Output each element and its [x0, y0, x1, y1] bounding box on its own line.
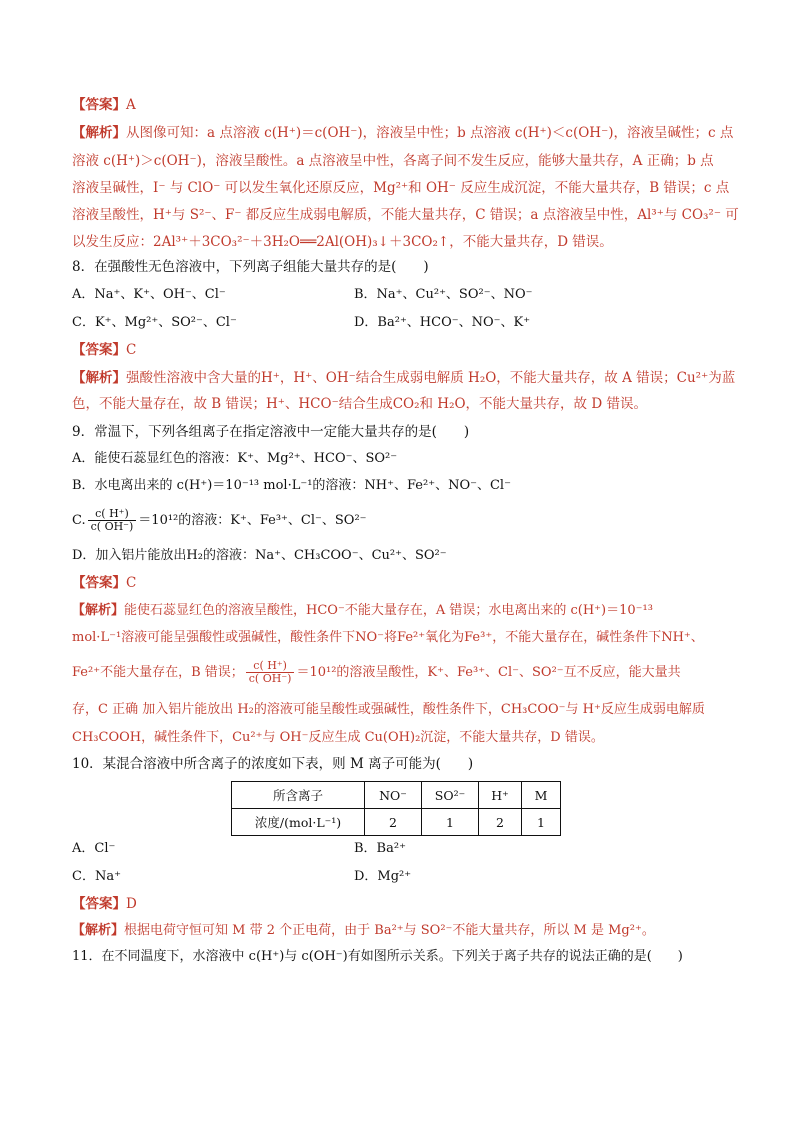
- q8-answer: [72, 339, 726, 361]
- answer-tag: 【答案】: [72, 575, 126, 591]
- table-cell: 1: [522, 809, 561, 836]
- table-row: [232, 809, 561, 836]
- q7-analysis-line-2: 溶液 c(H⁺)＞c(OH⁻)，溶液呈酸性。a 点溶液呈中性，各离子间不发生反应，能够大量共存，A 正确；b 点: [72, 153, 714, 169]
- option-b: B．Na⁺、Cu²⁺、SO²⁻、NO⁻: [354, 287, 533, 302]
- option-d: D．Mg²⁺: [354, 869, 412, 884]
- option-c-text: ＝10¹²的溶液：K⁺、Fe³⁺、Cl⁻、SO²⁻: [138, 513, 367, 528]
- answer-value: A: [126, 97, 136, 113]
- analysis-text: 从图像可知：a 点溶液 c(H⁺)＝c(OH⁻)，溶液呈中性；b 点溶液 c(H⁺)＜c(OH⁻)，溶液呈碱性；c 点: [126, 125, 734, 141]
- analysis-text: 根据电荷守恒可知 M 带 2 个正电荷，由于 Ba²⁺与 SO²⁻不能大量共存，所以 M 是 Mg²⁺。: [124, 923, 655, 938]
- option-a: A．Cl⁻: [72, 841, 116, 856]
- fraction-denominator: c( OH⁻): [248, 672, 292, 685]
- answer-tag: 【答案】: [72, 342, 126, 358]
- q11-stem: 11．在不同温度下，水溶液中 c(H⁺)与 c(OH⁻)有如图所示关系。下列关于离子共存的说法正确的是( ): [72, 949, 683, 964]
- analysis-tag: 【解析】: [72, 923, 125, 938]
- q10-analysis: [72, 920, 726, 942]
- table-header-cell: 所含离子: [232, 782, 365, 809]
- analysis-tag: 【解析】: [72, 603, 125, 618]
- analysis-tag: 【解析】: [72, 370, 126, 386]
- answer-tag: 【答案】: [72, 896, 126, 912]
- q9-analysis-line-3: [72, 656, 726, 690]
- analysis-text: Fe²⁺不能大量存在，B 错误；: [72, 665, 244, 680]
- fraction-denominator: c( OH⁻): [90, 520, 134, 533]
- q9-analysis-line-1: [72, 600, 726, 622]
- q9-analysis-line-2: mol·L⁻¹溶液可能呈强酸性或强碱性，酸性条件下NO⁻将Fe²⁺氧化为Fe³⁺，不能大量存在，碱性条件下NH⁺、: [72, 630, 704, 645]
- q9-stem: 9．常温下，下列各组离子在指定溶液中一定能大量共存的是( ): [72, 424, 470, 440]
- table-header-row: [232, 782, 561, 809]
- answer-value: C: [126, 575, 137, 591]
- q8-analysis-line-1: [72, 367, 736, 389]
- q10-stem: 10．某混合溶液中所含离子的浓度如下表，则 M 离子可能为( ): [72, 756, 474, 772]
- option-b: B．Ba²⁺: [354, 841, 406, 856]
- analysis-text: 能使石蕊显红色的溶液呈酸性，HCO⁻不能大量存在，A 错误；水电离出来的 c(H⁺)＝10⁻¹³: [124, 603, 653, 618]
- q9-analysis-line-5: CH₃COOH，碱性条件下，Cu²⁺与 OH⁻反应生成 Cu(OH)₂沉淀，不能大量共存，D 错误。: [72, 730, 604, 745]
- q9-answer: [72, 572, 726, 594]
- q9-option-a: A．能使石蕊显红色的溶液：K⁺、Mg²⁺、HCO⁻、SO²⁻: [72, 451, 398, 466]
- q9-analysis-line-4: 存，C 正确 加入铝片能放出 H₂的溶液可能呈酸性或强碱性，酸性条件下，CH₃COO⁻与 H⁺反应生成弱电解质: [72, 702, 705, 717]
- table-header-cell: SO²⁻: [422, 782, 479, 809]
- table-cell: 1: [422, 809, 479, 836]
- table-header-cell: NO⁻: [365, 782, 422, 809]
- q9-option-c: [72, 504, 726, 538]
- q8-analysis-line-2: 色，不能大量存在，故 B 错误；H⁺、HCO⁻结合生成CO₂和 H₂O，不能大量共存，故 D 错误。: [72, 396, 647, 412]
- table-header-cell: M: [522, 782, 561, 809]
- ratio-fraction: [246, 660, 295, 685]
- ratio-fraction: [88, 508, 137, 533]
- q9-option-d: D．加入铝片能放出H₂的溶液：Na⁺、CH₃COO⁻、Cu²⁺、SO²⁻: [72, 548, 447, 563]
- table-cell: 2: [479, 809, 522, 836]
- q8-stem: 8．在强酸性无色溶液中，下列离子组能大量共存的是( ): [72, 259, 429, 275]
- answer-value: D: [126, 896, 137, 912]
- analysis-text: 强酸性溶液中含大量的H⁺，H⁺、OH⁻结合生成弱电解质 H₂O，不能大量共存，故 A 错误；Cu²⁺为蓝: [126, 370, 736, 386]
- fraction-numerator: c( H⁺): [246, 660, 295, 673]
- option-d: D．Ba²⁺、HCO⁻、NO⁻、K⁺: [354, 315, 531, 330]
- fraction-numerator: c( H⁺): [88, 508, 137, 521]
- q7-analysis-line-1: [72, 122, 734, 144]
- q7-analysis-line-3: 溶液呈碱性，I⁻ 与 ClO⁻ 可以发生氧化还原反应，Mg²⁺和 OH⁻ 反应生成沉淀，不能大量共存，B 错误；c 点: [72, 180, 730, 196]
- analysis-text: ＝10¹²的溶液呈酸性，K⁺、Fe³⁺、Cl⁻、SO²⁻互不反应，能大量共: [296, 665, 681, 680]
- q9-option-b: B．水电离出来的 c(H⁺)＝10⁻¹³ mol·L⁻¹的溶液：NH⁺、Fe²⁺、NO⁻、Cl⁻: [72, 478, 511, 493]
- q10-answer: [72, 893, 726, 915]
- analysis-tag: 【解析】: [72, 125, 126, 141]
- table-header-cell: H⁺: [479, 782, 522, 809]
- option-a: A．Na⁺、K⁺、OH⁻、Cl⁻: [72, 287, 226, 302]
- option-c: C．K⁺、Mg²⁺、SO²⁻、Cl⁻: [72, 315, 237, 330]
- table-cell: 2: [365, 809, 422, 836]
- table-cell: 浓度/(mol·L⁻¹): [232, 809, 365, 836]
- answer-value: C: [126, 342, 137, 358]
- option-c: C．Na⁺: [72, 869, 121, 884]
- q7-analysis-line-5: 以发生反应：2Al³⁺＋3CO₃²⁻＋3H₂O══2Al(OH)₃↓＋3CO₂↑，不能大量共存，D 错误。: [72, 234, 613, 250]
- answer-tag: 【答案】: [72, 97, 126, 113]
- q7-analysis-line-4: 溶液呈酸性，H⁺与 S²⁻、F⁻ 都反应生成弱电解质，不能大量共存，C 错误；a 点溶液呈中性，Al³⁺与 CO₃²⁻ 可: [72, 207, 739, 223]
- option-c-label: C.: [72, 513, 86, 528]
- ion-concentration-table: [231, 781, 561, 836]
- q7-answer: [72, 94, 726, 116]
